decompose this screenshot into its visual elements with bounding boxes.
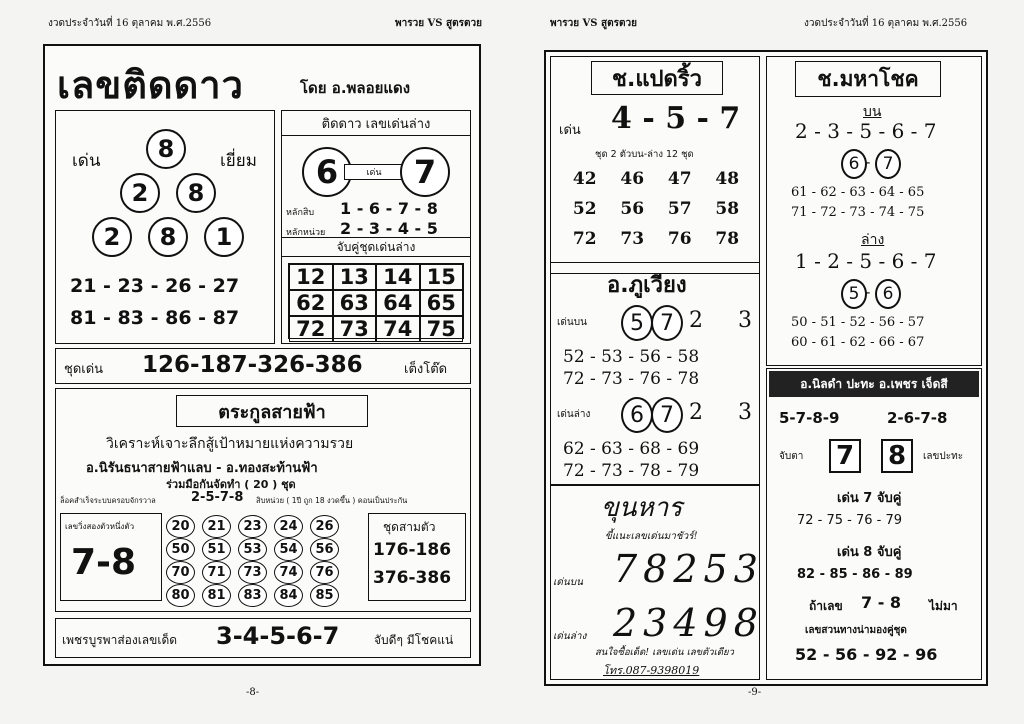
- family-subtitle: วิเคราะห์เจาะลึกสู้เป้าหมายแห่งความรวย: [106, 436, 354, 452]
- right-page: [512, 0, 1024, 724]
- left-set: 5-7-8-9: [779, 409, 840, 427]
- circle-number: 73: [238, 561, 267, 584]
- grid-cell: 62: [289, 290, 333, 316]
- pair-heading: เด่น 8 จับคู่: [837, 545, 902, 560]
- grid-cell: 64: [376, 290, 420, 316]
- circle-number: 74: [274, 561, 303, 584]
- family-note: ล็อคสำเร็จระบบครอบจักรวาล: [60, 496, 156, 505]
- three-box: [368, 513, 466, 601]
- family-authors: อ.นิรันธนาสายฟ้าแลบ - อ.ทองสะท้านฟ้า: [86, 461, 318, 476]
- circle-number: 83: [238, 584, 267, 607]
- set-value: 126-187-326-386: [142, 352, 363, 378]
- top-label: เด่นบน: [557, 317, 587, 328]
- khunharn-box: [550, 484, 764, 680]
- section-title: ช.แปดริ้ว: [591, 61, 723, 95]
- units-label: หลักหน่วย: [286, 228, 326, 238]
- grid-cell: 63: [333, 290, 377, 316]
- circle-number: 20: [166, 515, 195, 538]
- top-label: เด่นบน: [553, 577, 583, 588]
- circle-digit: 5: [621, 305, 653, 341]
- header-publication: พารวย VS สูตรตวย: [395, 18, 482, 29]
- number-cell: 72: [572, 229, 597, 249]
- condition-suffix: ไม่มา: [929, 599, 958, 613]
- number-cell: 48: [715, 169, 740, 189]
- condition-value: 7 - 8: [861, 593, 902, 612]
- circle-number: 80: [166, 584, 195, 607]
- bottom-suffix: จับดีๆ มีโชคแน่: [374, 633, 454, 647]
- grid-cell: 74: [376, 316, 420, 342]
- square-digit: 7: [829, 439, 861, 473]
- bottom-label: เด่นล่าง: [557, 409, 591, 420]
- number-row: 72 - 75 - 76 - 79: [797, 513, 903, 528]
- top-rest: 2 3: [689, 308, 752, 333]
- family-note-detail: สิบหน่วย ( 1ปี ถูก 18 งวดขึ้น ) คอนเป็นประกัน: [256, 496, 408, 505]
- circle-number: 84: [274, 584, 303, 607]
- right-frame: [544, 50, 988, 686]
- circle-digit: 7: [651, 305, 683, 341]
- left-frame: [43, 44, 481, 666]
- catch-label: จับตา: [779, 451, 804, 462]
- three-value: 376-386: [373, 568, 452, 588]
- nil-box: [766, 368, 982, 680]
- circle-number: 76: [310, 561, 339, 584]
- circle-number: 56: [310, 538, 339, 561]
- grid-cell: 75: [420, 316, 464, 342]
- circle-number: 2: [120, 173, 160, 213]
- number-row: 52 - 56 - 92 - 96: [795, 645, 938, 664]
- header-date: งวดประจำวันที่ 16 ตุลาคม พ.ศ.2556: [804, 18, 968, 29]
- lead-label: เด่น: [559, 123, 581, 138]
- tens-value: 1 - 6 - 7 - 8: [340, 199, 438, 218]
- number-row: 60 - 61 - 62 - 66 - 67: [791, 335, 925, 350]
- family-note-number: 2-5-7-8: [191, 490, 244, 505]
- twin-label: เลขวิ่งสองตัวหนึ่งตัว: [65, 522, 135, 531]
- family-together: ร่วมมือกันจัดทำ ( 20 ) ชุด: [166, 478, 296, 491]
- units-value: 2 - 3 - 4 - 5: [340, 219, 438, 238]
- grid-cell: 72: [289, 316, 333, 342]
- number-cell: 76: [667, 229, 692, 249]
- circle-number: 8: [148, 217, 188, 257]
- number-row: 71 - 72 - 73 - 74 - 75: [791, 205, 925, 220]
- number-row: 61 - 62 - 63 - 64 - 65: [791, 185, 925, 200]
- three-value: 176-186: [373, 540, 452, 560]
- big-circle-digit: 6: [302, 147, 352, 197]
- dash-separator: -: [865, 153, 871, 171]
- number-cell: 47: [667, 169, 692, 189]
- grid-cell: 15: [420, 264, 464, 290]
- phuwiang-box: [550, 262, 760, 486]
- family-box: [55, 388, 471, 612]
- pairs-title: จับคู่ชุดเด่นล่าง: [282, 237, 470, 257]
- twin-box: [60, 513, 162, 601]
- section-title: ช.มหาโชค: [795, 61, 941, 97]
- grid-cell: 65: [420, 290, 464, 316]
- number-cell: 58: [715, 199, 740, 219]
- circle-digit: 6: [875, 279, 901, 309]
- number-cell: 57: [667, 199, 692, 219]
- circle-number: 2: [92, 217, 132, 257]
- grid-cell: 12: [289, 264, 333, 290]
- number-cell: 56: [620, 199, 645, 219]
- tens-label: หลักสิบ: [286, 208, 315, 218]
- circle-number: 81: [202, 584, 231, 607]
- bottom-value: 23498: [613, 601, 764, 645]
- upper-label: บน: [863, 104, 882, 120]
- top-value: 78253: [613, 547, 764, 591]
- circle-number: 70: [166, 561, 195, 584]
- number-row: 52 - 53 - 56 - 58: [563, 347, 700, 367]
- triangle-box: [55, 110, 275, 344]
- three-title: ชุดสามตัว: [383, 520, 436, 534]
- star-box-title: ติดดาว เลขเด่นล่าง: [282, 111, 470, 136]
- circle-number: 51: [202, 538, 231, 561]
- clash-label: เลขปะทะ: [923, 451, 964, 462]
- number-cell: 78: [715, 229, 740, 249]
- circle-digit: 6: [621, 397, 653, 433]
- number-grid: [561, 169, 751, 249]
- number-cell: 42: [572, 169, 597, 189]
- contact-phone: โทร.087-9398019: [603, 664, 700, 677]
- number-row: 62 - 63 - 68 - 69: [563, 439, 700, 459]
- mid-label: เด่น: [344, 164, 404, 180]
- yiem-label: เยี่ยม: [220, 151, 257, 171]
- number-cell: 52: [572, 199, 597, 219]
- number-row: 50 - 51 - 52 - 56 - 57: [791, 315, 925, 330]
- circle-number: 50: [166, 538, 195, 561]
- page-number: -9-: [748, 687, 762, 698]
- number-cell: 46: [620, 169, 645, 189]
- page-number: -8-: [246, 687, 260, 698]
- contact-note: สนใจซื้อเด็ด! เลขเด่น เลขตัวเดียว: [595, 647, 734, 658]
- bottom-label: เพชรบูรพาส่องเลขเด็ด: [62, 633, 178, 647]
- family-title: ตระกูลสายฟ้า: [176, 395, 368, 427]
- set-label: ชุดเด่น: [64, 362, 104, 377]
- grid-cell: 13: [333, 264, 377, 290]
- circle-number: 23: [238, 515, 267, 538]
- circle-digit: 6: [841, 149, 867, 179]
- circle-digit: 5: [841, 279, 867, 309]
- bottom-label: เด่นล่าง: [553, 631, 587, 642]
- header-publication: พารวย VS สูตรตวย: [550, 18, 637, 29]
- pairs-row: 81 - 83 - 86 - 87: [70, 307, 240, 329]
- set-suffix: เต็งโต๊ด: [404, 362, 448, 377]
- main-label: เด่น: [72, 151, 101, 171]
- pairs-grid: [288, 263, 464, 339]
- grid-cell: 73: [333, 316, 377, 342]
- twin-value: 7-8: [71, 542, 137, 583]
- big-circle-digit: 7: [400, 147, 450, 197]
- lead-value: 4 - 5 - 7: [611, 101, 741, 136]
- circle-number: 24: [274, 515, 303, 538]
- pairs-row: 21 - 23 - 26 - 27: [70, 275, 240, 297]
- dash-separator: -: [865, 283, 871, 301]
- circle-number: 8: [176, 173, 216, 213]
- circle-number: 21: [202, 515, 231, 538]
- lower-sequence: 1 - 2 - 5 - 6 - 7: [795, 249, 937, 273]
- grid-cell: 14: [376, 264, 420, 290]
- circle-number: 26: [310, 515, 339, 538]
- section-title: อ.นิลดำ ปะทะ อ.เพชร เจ็ดสี: [769, 371, 979, 397]
- square-digit: 8: [881, 439, 913, 473]
- circle-number: 1: [204, 217, 244, 257]
- circle-digit: 7: [651, 397, 683, 433]
- reverse-note: เลขสวนทางน่ามองคู่ชุด: [805, 625, 907, 636]
- number-row: 72 - 73 - 78 - 79: [563, 461, 700, 481]
- number-row: 72 - 73 - 76 - 78: [563, 369, 700, 389]
- paedriew-box: [550, 56, 760, 274]
- set-row: [55, 348, 471, 384]
- section-title: ขุนหาร: [601, 493, 683, 523]
- circle-number: 8: [146, 129, 186, 169]
- page-title: เลขติดดาว: [57, 63, 244, 107]
- star-box: [281, 110, 471, 344]
- condition-label: ถ้าเลข: [809, 599, 843, 613]
- pair-heading: เด่น 7 จับคู่: [837, 491, 902, 506]
- section-title: อ.ภูเวียง: [607, 273, 687, 298]
- upper-sequence: 2 - 3 - 5 - 6 - 7: [795, 119, 937, 143]
- section-subtitle: ขี้แนะเลขเด่นมาชัวร์!: [605, 531, 698, 542]
- right-set: 2-6-7-8: [887, 409, 948, 427]
- circle-digit: 7: [875, 149, 901, 179]
- circle-grid: [166, 515, 366, 605]
- circle-number: 54: [274, 538, 303, 561]
- section-subtitle: ชุด 2 ตัวบน-ล่าง 12 ชุด: [595, 149, 694, 160]
- header-date: งวดประจำวันที่ 16 ตุลาคม พ.ศ.2556: [48, 18, 212, 29]
- number-cell: 73: [620, 229, 645, 249]
- circle-number: 85: [310, 584, 339, 607]
- mahachok-box: [766, 56, 982, 366]
- lower-label: ล่าง: [861, 232, 885, 248]
- number-row: 82 - 85 - 86 - 89: [797, 567, 913, 582]
- title-author: โดย อ.พลอยแดง: [300, 79, 411, 97]
- circle-number: 71: [202, 561, 231, 584]
- bottom-row: [55, 618, 471, 658]
- bottom-value: 3-4-5-6-7: [216, 622, 340, 650]
- circle-number: 53: [238, 538, 267, 561]
- bottom-rest: 2 3: [689, 400, 752, 425]
